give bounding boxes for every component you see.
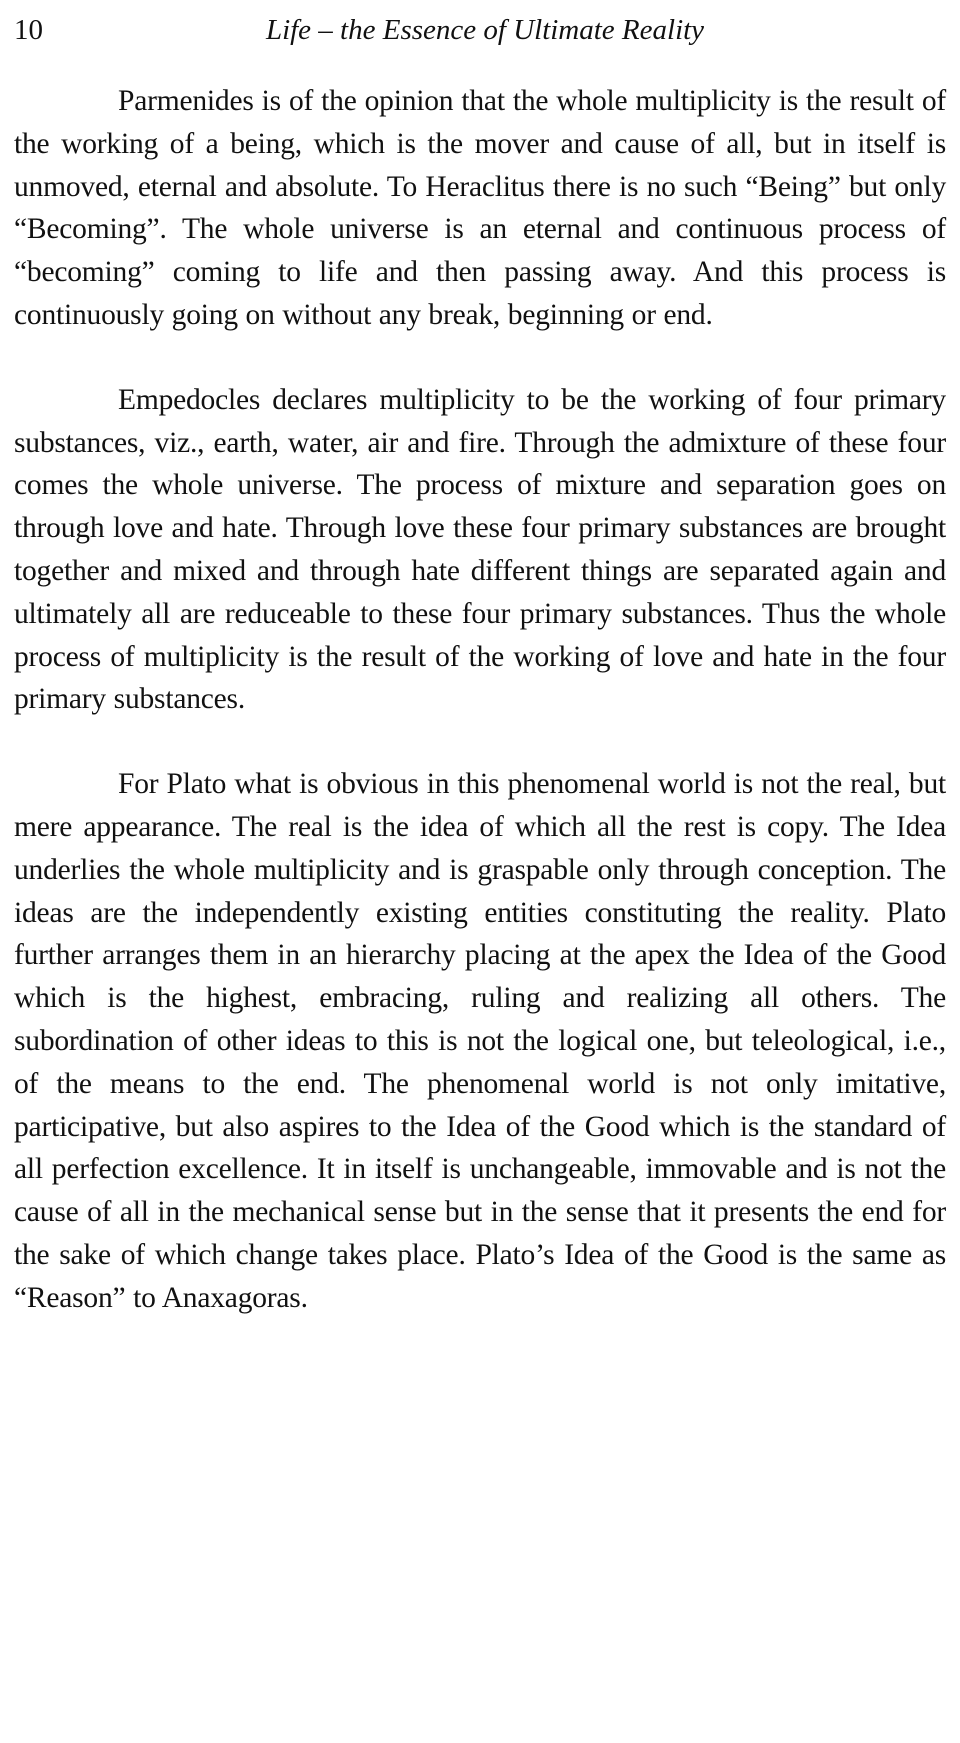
- paragraph-plato: For Plato what is obvious in this phenomenal world is not the real, but mere appearance. The real is the idea of which all the rest is copy. The Idea underlies the whole multiplicity and is graspable only through conception. The ideas are the independently existing entities constituting the reality. Plato further arranges them in an hierarchy placing at the apex the Idea of the Good which is the highest, embracing, ruling and realizing all others. The subordination of other ideas to this is not the logical one, but teleological, i.e., of the means to the end. The phenomenal world is not only imitative, participative, but also aspires to the Idea of the Good which is the standard of all perfection excellence. It in itself is unchangeable, immovable and is not the cause of all in the mechanical sense but in the sense that it presents the end for the sake of which change takes place. Plato’s Idea of the Good is the same as “Reason” to Anaxagoras.: [14, 768, 946, 1314]
- running-head: [14, 0, 946, 62]
- body-text: [14, 80, 946, 1320]
- paragraph-parmenides-heraclitus: Parmenides is of the opinion that the whole multiplicity is the result of the working of a being, which is the mover and cause of all, but in itself is unmoved, eternal and absolute. To Heraclitus there is no such “Being” but only “Becoming”. The whole universe is an eternal and continuous process of “becoming” coming to life and then passing away. And this process is continuously going on without any break, beginning or end.: [14, 85, 946, 331]
- book-page: [14, 0, 946, 1743]
- paragraph-empedocles: Empedocles declares multiplicity to be the working of four primary substances, viz., earth, water, air and fire. Through the admixture of these four comes the whole universe. The process of mixture and separation goes on through love and hate. Through love these four primary substances are brought together and mixed and through hate different things are separated again and ultimately all are reduceable to these four primary substances. Thus the whole process of multiplicity is the result of the working of love and hate in the four primary substances.: [14, 383, 946, 716]
- page-number: 10: [14, 14, 43, 46]
- running-title: Life – the Essence of Ultimate Reality: [265, 14, 705, 46]
